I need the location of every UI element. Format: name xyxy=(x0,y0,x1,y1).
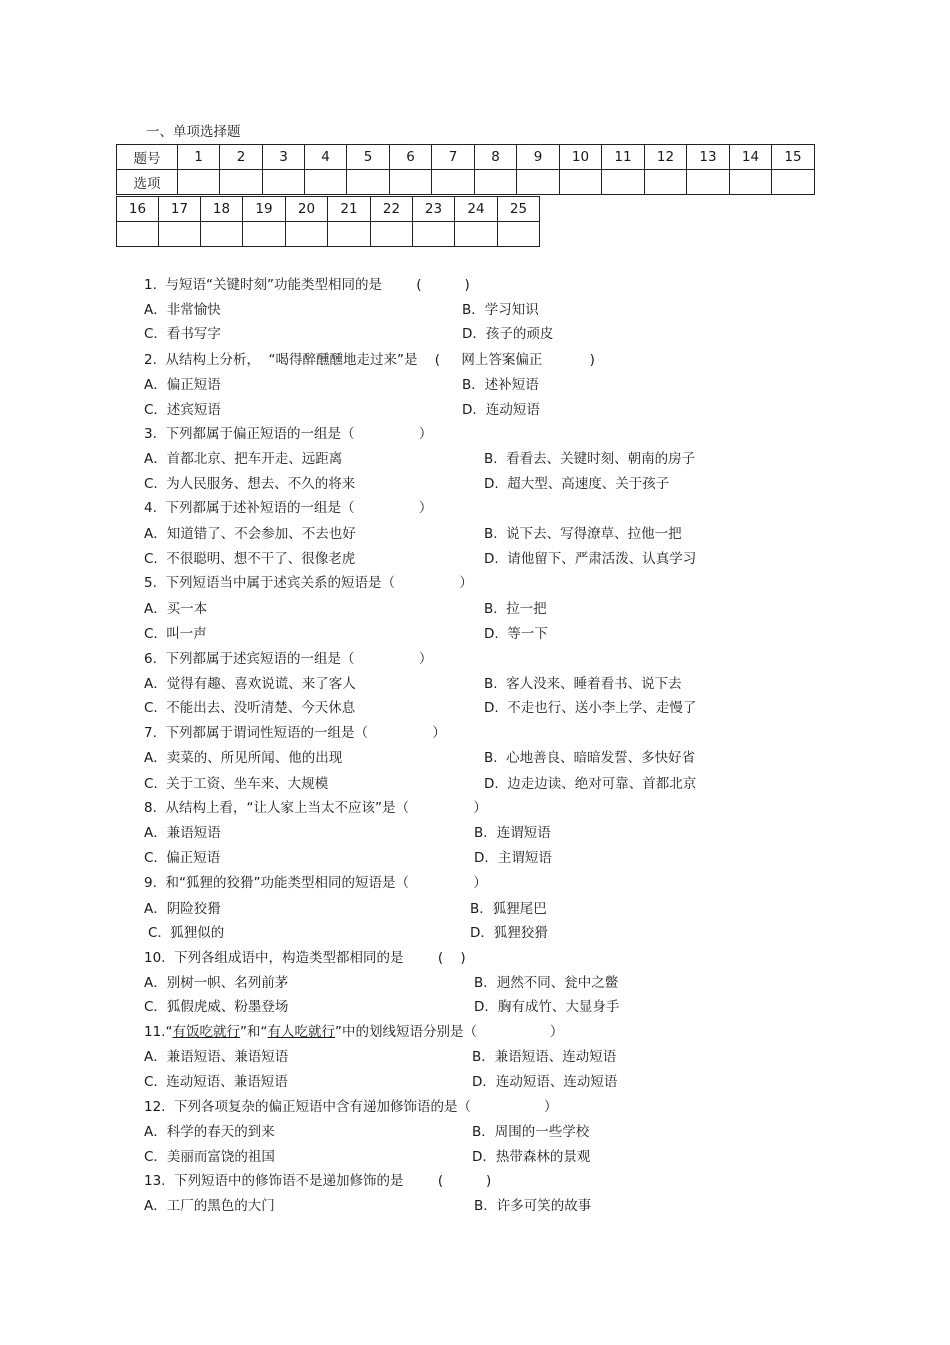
question-stem xyxy=(144,1023,563,1041)
question-number: 21 xyxy=(328,197,371,222)
option-a: A．兼语短语、兼语短语 xyxy=(144,1049,289,1065)
answer-cell[interactable] xyxy=(178,170,220,195)
answer-grid-2 xyxy=(116,196,540,247)
answer-cell[interactable] xyxy=(390,170,432,195)
answer-cell[interactable] xyxy=(286,222,328,247)
option-a: A．买一本 xyxy=(144,601,208,617)
option-d: D．狐狸狡猾 xyxy=(470,925,548,941)
grid-1-header-row xyxy=(117,145,815,170)
option-c: C. 连动短语、兼语短语 xyxy=(144,1074,288,1090)
grid-2-header-row xyxy=(117,197,540,222)
option-b: B．连谓短语 xyxy=(474,825,551,841)
option-d: D．胸有成竹、大显身手 xyxy=(474,999,620,1015)
question-stem: 3. 下列都属于偏正短语的一组是（ ） xyxy=(144,426,433,442)
stem-text: 11.“ xyxy=(144,1024,173,1040)
option-b: B. 心地善良、暗暗发誓、多快好省 xyxy=(484,750,696,766)
question-number: 13 xyxy=(687,145,730,170)
question-stem: 12. 下列各项复杂的偏正短语中含有递加修饰语的是（ ） xyxy=(144,1099,558,1115)
option-b: B. 看看去、关键时刻、朝南的房子 xyxy=(484,451,696,467)
stem-text: ”和“ xyxy=(239,1024,268,1040)
question-number: 11 xyxy=(602,145,645,170)
answer-cell[interactable] xyxy=(560,170,602,195)
answer-cell[interactable] xyxy=(263,170,305,195)
question-number: 22 xyxy=(371,197,413,222)
answer-grid-1 xyxy=(116,144,815,195)
answer-cell[interactable] xyxy=(201,222,243,247)
option-a: A．卖菜的、所见所闻、他的出现 xyxy=(144,750,343,766)
option-d: D．主谓短语 xyxy=(474,850,552,866)
option-b: B．学习知识 xyxy=(462,302,539,318)
option-a: A．偏正短语 xyxy=(144,377,221,393)
question-number: 7 xyxy=(432,145,475,170)
question-number: 16 xyxy=(117,197,159,222)
grid-header-label: 题号 xyxy=(117,145,178,170)
option-c: C．狐假虎威、粉墨登场 xyxy=(144,999,289,1015)
question-number: 19 xyxy=(243,197,286,222)
question-stem: 6. 下列都属于述宾短语的一组是（ ） xyxy=(144,651,433,667)
answer-cell[interactable] xyxy=(371,222,413,247)
question-stem: 2. 从结构上分析， “喝得醉醺醺地走过来”是 ( 网上答案偏正 ) xyxy=(144,352,595,368)
option-b: B．许多可笑的故事 xyxy=(474,1198,592,1214)
answer-cell[interactable] xyxy=(602,170,645,195)
option-a: A．首都北京、把车开走、远距离 xyxy=(144,451,343,467)
question-stem: 9. 和“狐狸的狡猾”功能类型相同的短语是（ ） xyxy=(144,875,487,891)
option-b: B．周围的一些学校 xyxy=(472,1124,590,1140)
option-c: C．美丽而富饶的祖国 xyxy=(144,1149,275,1165)
option-c: C. 偏正短语 xyxy=(144,850,221,866)
option-d: D. 请他留下、严肃活泼、认真学习 xyxy=(484,551,697,567)
option-a: A．工厂的黑色的大门 xyxy=(144,1198,275,1214)
question-number: 10 xyxy=(560,145,602,170)
option-b: B．述补短语 xyxy=(462,377,539,393)
question-number: 2 xyxy=(220,145,263,170)
question-stem: 5. 下列短语当中属于述宾关系的短语是（ ） xyxy=(144,575,473,591)
option-c: C. 叫一声 xyxy=(144,626,207,642)
question-number: 5 xyxy=(347,145,390,170)
question-number: 9 xyxy=(517,145,560,170)
grid-1-answer-row xyxy=(117,170,815,195)
option-b: B. 拉一把 xyxy=(484,601,547,617)
answer-cell[interactable] xyxy=(117,222,159,247)
option-a: A．非常愉快 xyxy=(144,302,221,318)
answer-cell[interactable] xyxy=(432,170,475,195)
answer-cell[interactable] xyxy=(413,222,455,247)
question-stem: 13. 下列短语中的修饰语不是递加修饰的是 ( ) xyxy=(144,1173,492,1189)
question-number: 4 xyxy=(305,145,347,170)
answer-cell[interactable] xyxy=(517,170,560,195)
question-number: 8 xyxy=(475,145,517,170)
question-number: 12 xyxy=(645,145,687,170)
option-c: C. 不很聪明、想不干了、很像老虎 xyxy=(144,551,356,567)
answer-cell[interactable] xyxy=(243,222,286,247)
underlined-phrase: 有人吃就行 xyxy=(267,1024,335,1040)
question-number: 18 xyxy=(201,197,243,222)
grid-row-label: 选项 xyxy=(117,170,178,195)
question-stem: 1. 与短语“关键时刻”功能类型相同的是 ( ) xyxy=(144,277,470,293)
question-number: 25 xyxy=(498,197,540,222)
option-d: D. 不走也行、送小李上学、走慢了 xyxy=(484,700,697,716)
option-b: B．兼语短语、连动短语 xyxy=(472,1049,617,1065)
question-number: 15 xyxy=(772,145,815,170)
question-number: 1 xyxy=(178,145,220,170)
option-b: B. 客人没来、睡着看书、说下去 xyxy=(484,676,682,692)
question-number: 14 xyxy=(730,145,772,170)
answer-cell[interactable] xyxy=(772,170,815,195)
option-c: C．述宾短语 xyxy=(144,402,221,418)
section-title: 一、单项选择题 xyxy=(146,124,241,140)
question-stem: 8. 从结构上看，“让人家上当太不应该”是（ ） xyxy=(144,800,487,816)
option-d: D．孩子的顽皮 xyxy=(462,326,554,342)
answer-cell[interactable] xyxy=(475,170,517,195)
option-c: C. 关于工资、坐车来、大规模 xyxy=(144,776,329,792)
underlined-phrase: 有饭吃就行 xyxy=(172,1024,240,1040)
question-number: 20 xyxy=(286,197,328,222)
option-d: D．连动短语 xyxy=(462,402,540,418)
option-d: D．连动短语、连动短语 xyxy=(472,1074,618,1090)
option-c: C. 狐狸似的 xyxy=(148,925,225,941)
answer-cell[interactable] xyxy=(220,170,263,195)
option-d: D. 超大型、高速度、关于孩子 xyxy=(484,476,670,492)
answer-cell[interactable] xyxy=(687,170,730,195)
option-a: A．别树一帜、名列前茅 xyxy=(144,975,289,991)
stem-text: ”中的划线短语分别是（ ） xyxy=(334,1024,564,1040)
answer-cell[interactable] xyxy=(730,170,772,195)
question-number: 23 xyxy=(413,197,455,222)
option-c: C. 为人民服务、想去、不久的将来 xyxy=(144,476,356,492)
question-stem: 10. 下列各组成语中，构造类型都相同的是 ( ) xyxy=(144,950,466,966)
question-stem: 7. 下列都属于谓词性短语的一组是（ ） xyxy=(144,725,446,741)
option-a: A．阴险狡猾 xyxy=(144,901,221,917)
option-a: A．知道错了、不会参加、不去也好 xyxy=(144,526,356,542)
option-b: B．迥然不同、瓮中之鳖 xyxy=(474,975,619,991)
question-stem: 4. 下列都属于述补短语的一组是（ ） xyxy=(144,500,433,516)
answer-cell[interactable] xyxy=(159,222,201,247)
option-a: A．觉得有趣、喜欢说谎、来了客人 xyxy=(144,676,356,692)
option-d: D. 等一下 xyxy=(484,626,548,642)
option-d: D. 边走边读、绝对可靠、首都北京 xyxy=(484,776,697,792)
answer-cell[interactable] xyxy=(455,222,498,247)
option-d: D．热带森林的景观 xyxy=(472,1149,591,1165)
answer-cell[interactable] xyxy=(328,222,371,247)
answer-cell[interactable] xyxy=(305,170,347,195)
question-number: 3 xyxy=(263,145,305,170)
question-number: 24 xyxy=(455,197,498,222)
option-c: C．看书写字 xyxy=(144,326,221,342)
option-a: A．兼语短语 xyxy=(144,825,221,841)
option-b: B. 说下去、写得潦草、拉他一把 xyxy=(484,526,682,542)
option-b: B．狐狸尾巴 xyxy=(470,901,547,917)
question-number: 6 xyxy=(390,145,432,170)
option-a: A．科学的春天的到来 xyxy=(144,1124,275,1140)
option-c: C. 不能出去、没听清楚、今天休息 xyxy=(144,700,356,716)
question-number: 17 xyxy=(159,197,201,222)
grid-2-answer-row xyxy=(117,222,540,247)
answer-cell[interactable] xyxy=(347,170,390,195)
answer-cell[interactable] xyxy=(498,222,540,247)
answer-cell[interactable] xyxy=(645,170,687,195)
